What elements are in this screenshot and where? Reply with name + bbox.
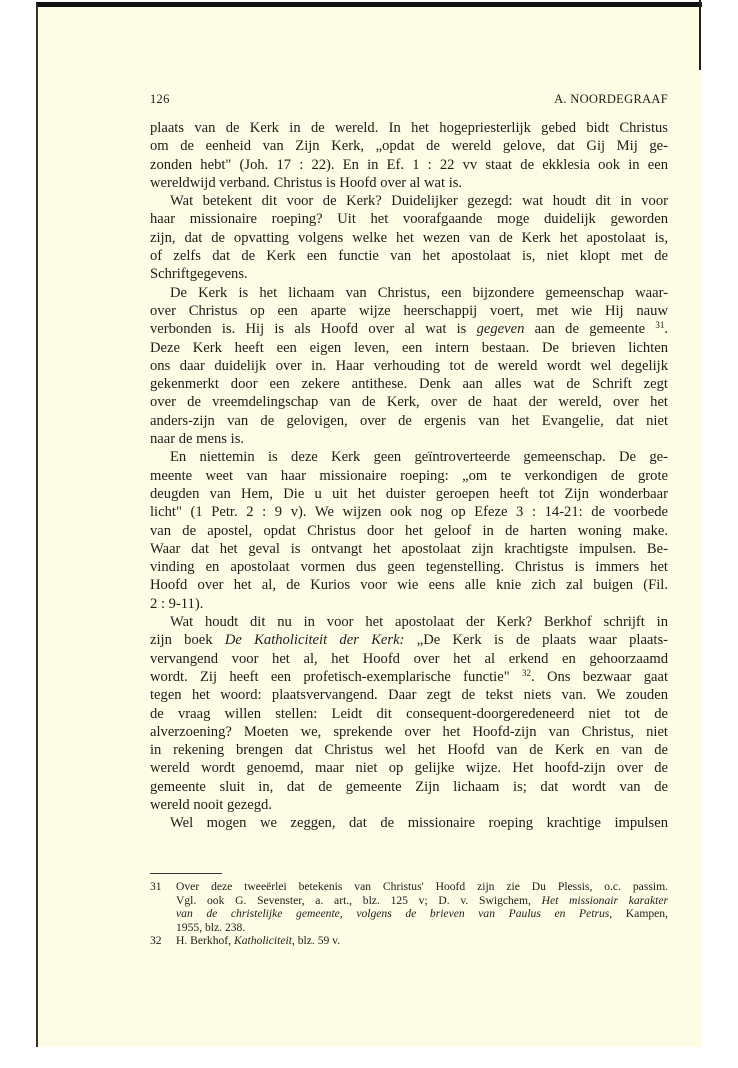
italic-text: Katholiciteit	[233, 934, 292, 948]
text-line	[150, 668, 668, 686]
paragraph	[150, 814, 668, 832]
text-line: zonden hebt" (Joh. 17 : 22). En in Ef. 1 : 22 vv staat de ekklesia ook in een	[150, 156, 668, 173]
text-line: 2 : 9-11).	[150, 595, 204, 612]
text-line: meente weet van haar missionaire roeping: „om te verkondigen de grote	[150, 467, 668, 484]
text-segment: zijn boek	[150, 632, 225, 649]
text-line: vervangend voor het al, het Hoofd over het al erkend en gehoorzaamd	[150, 650, 668, 667]
footnotes	[150, 880, 668, 948]
text-line: Over deze tweeërlei betekenis van Christus' Hoofd zijn zie Du Plessis, o.c. passim.	[176, 880, 668, 893]
running-head-author: A. NOORDEGRAAF	[554, 92, 668, 106]
text-line: deugden van Hem, Die u uit het duister geroepen heeft tot Zijn wonderbaar	[150, 485, 668, 502]
footnote-number: 31	[150, 880, 162, 893]
text-line: De Kerk is het lichaam van Christus, een bijzondere gemeenschap waar-	[170, 284, 668, 301]
text-segment: , Kampen,	[609, 907, 668, 921]
text-line: ons daar duidelijk over in. Haar verhouding tot de wereld wordt wel degelijk	[150, 357, 668, 374]
text-line	[176, 894, 668, 908]
text-line: of zelfs dat de Kerk een functie van het apostolaat is, niet klopt met de	[150, 248, 668, 265]
text-segment: , blz. 59 v.	[291, 934, 341, 948]
text-line: de vraag willen stellen: Leidt dit consequent-doorgeredeneerd niet tot de	[150, 705, 668, 722]
footnote-number: 32	[150, 934, 162, 948]
page-number: 126	[150, 92, 170, 106]
text-line: anders-zijn van de gelovigen, over de ergenis van het Evangelie, dat niet	[150, 412, 668, 429]
paragraph	[150, 613, 668, 814]
text-line: over de vreemdelingschap van de Kerk, over de haat der wereld, over het	[150, 394, 668, 411]
text-line	[150, 320, 668, 338]
text-line	[176, 934, 668, 948]
text-segment: wordt. Zij heeft een profetisch-exemplarische functie"	[150, 668, 522, 685]
paragraph	[150, 192, 668, 283]
italic-text: gegeven	[476, 321, 525, 338]
italic-text: van de christelijke gemeente, volgens de brieven van Paulus en Petrus	[176, 907, 610, 921]
text-segment: H. Berkhof,	[176, 934, 234, 948]
text-line: Hoofd over het al, de Kurios voor wie eens alle knie zich zal buigen (Fil.	[150, 577, 668, 594]
text-line: plaats van de Kerk in de wereld. In het hogepriesterlijk gebed bidt Christus	[150, 120, 668, 136]
text-segment: aan de gemeente	[524, 321, 656, 338]
text-line: wereld nooit gezegd.	[150, 796, 272, 813]
text-line: wereldwijd verband. Christus is Hoofd over al wat is.	[150, 174, 463, 191]
text-line: tegen het woord: plaatsvervangend. Daar zegt de tekst niets van. We zouden	[150, 687, 668, 704]
paragraph	[150, 284, 668, 449]
italic-text: De Katholiciteit der Kerk:	[224, 632, 405, 649]
body-text	[150, 119, 668, 833]
text-line: Wel mogen we zeggen, dat de missionaire roeping krachtige impulsen	[170, 815, 668, 832]
text-line: alverzoening? Moeten we, sprekende over het Hoofd-zijn van Christus, niet	[150, 723, 668, 740]
text-line	[176, 907, 668, 921]
text-line: haar missionaire roeping? Uit het voorafgaande moge duidelijk geworden	[150, 211, 668, 228]
footnote	[150, 880, 668, 934]
text-line: Wat houdt dit nu in voor het apostolaat der Kerk? Berkhof schrijft in	[170, 614, 668, 631]
text-segment: Vgl. ook G. Sevenster, a. art., blz. 125 v; D. v. Swigchem,	[176, 893, 542, 907]
text-segment: .	[664, 321, 669, 338]
text-line: licht" (1 Petr. 2 : 9 v). We wijzen ook nog op Efeze 3 : 14-21: de voorbede	[150, 504, 668, 521]
text-line: naar de mens is.	[150, 431, 245, 448]
text-line: van de apostel, opdat Christus door het geloof in de harten woning make.	[150, 522, 668, 539]
text-line: over Christus op een aparte wijze heerschappij voert, met wie Hij nauw	[150, 302, 668, 319]
text-line: in rekening brengen dat Christus wel het Hoofd van de Kerk en van de	[150, 742, 668, 759]
text-segment: . Ons bezwaar gaat	[530, 668, 668, 685]
paragraph	[150, 448, 668, 613]
text-line: wereld wordt genoemd, maar niet op gelijke wijze. Het hoofd-zijn over de	[150, 760, 668, 777]
text-line: 1955, blz. 238.	[176, 920, 246, 934]
scan-edge	[699, 0, 701, 70]
text-line: Schriftgegevens.	[150, 266, 248, 283]
italic-text: Het missionair karakter	[541, 893, 668, 907]
footnote	[150, 934, 668, 948]
footnote-separator	[150, 873, 222, 874]
text-line: gemeente sluit in, dat de gemeente Zijn lichaam is; dat wordt van de	[150, 778, 668, 795]
text-line: Deze Kerk heeft een eigen leven, een intern bestaan. De brieven lichten	[150, 339, 668, 356]
text-line: En niettemin is deze Kerk geen geïntroverteerde gemeenschap. De ge-	[170, 449, 668, 466]
footnote-reference: 32	[521, 667, 531, 678]
text-line: Wat betekent dit voor de Kerk? Duidelijker gezegd: wat houdt dit in voor	[170, 193, 668, 210]
text-segment: verbonden is. Hij is als Hoofd over al wat is	[150, 321, 477, 338]
footnote-reference: 31	[655, 320, 665, 331]
text-line	[150, 631, 668, 649]
text-line: gekenmerkt door een zekere antithese. Denk aan alles wat de Schrift zegt	[150, 376, 668, 393]
text-line: vinding en apostolaat vormen dus geen tegenstelling. Christus is immers het	[150, 559, 668, 576]
text-line: om de eenheid van Zijn Kerk, „opdat de wereld gelove, dat Gij Mij ge-	[150, 138, 668, 155]
text-line: Waar dat het geval is ontvangt het apostolaat zijn krachtigste impulsen. Be-	[150, 540, 668, 557]
text-line: zijn, dat de opvatting volgens welke het wezen van de Kerk het apostolaat is,	[150, 229, 668, 246]
text-segment: „De Kerk is de plaats waar plaats-	[404, 632, 668, 649]
paragraph	[150, 119, 668, 192]
